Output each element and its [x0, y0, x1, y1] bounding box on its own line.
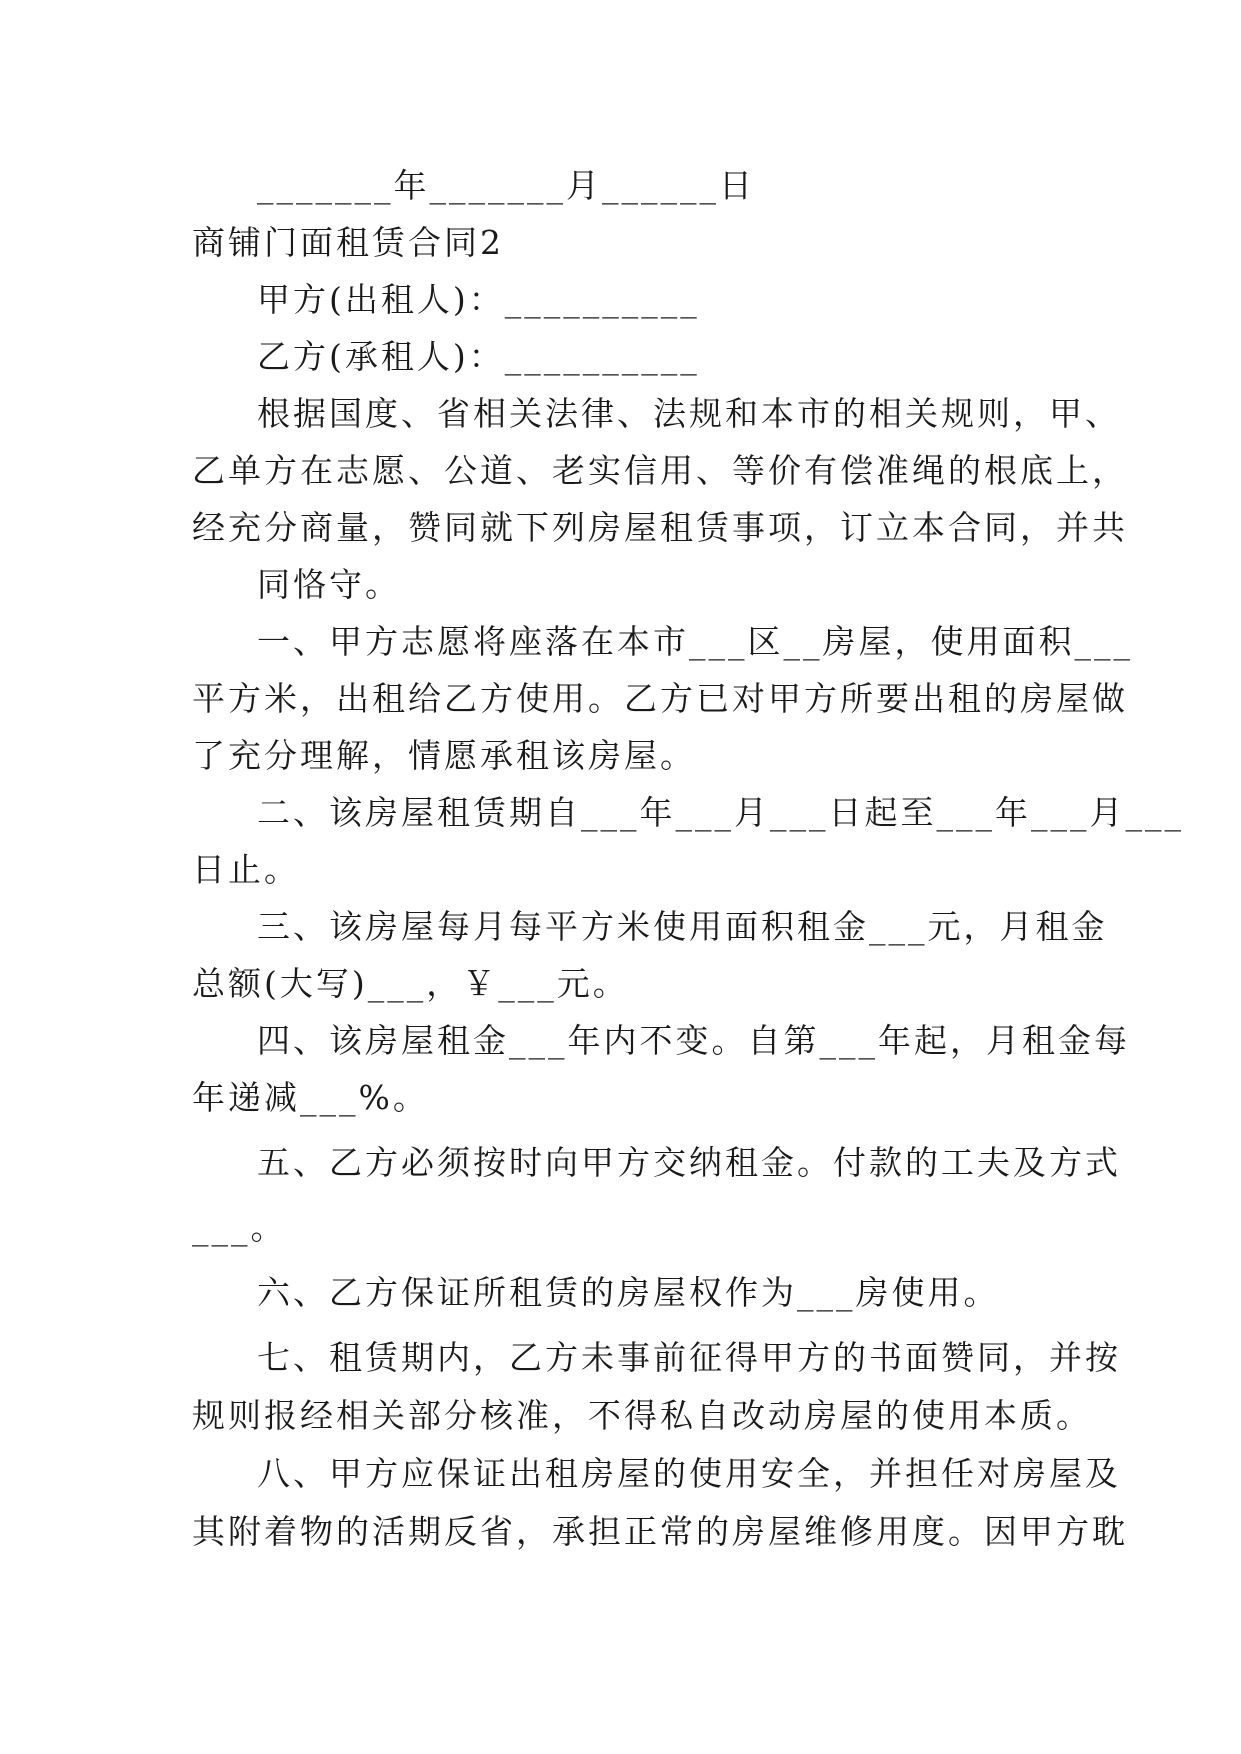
clause-1-line: 一、甲方志愿将座落在本市___区__房屋，使用面积___	[257, 622, 1133, 661]
party-a-line: 甲方(出租人)：__________	[257, 280, 700, 319]
paragraph-line: 同恪守。	[257, 565, 401, 604]
contract-title: 商铺门面租赁合同2	[192, 223, 504, 262]
clause-2-line: 日止。	[192, 850, 300, 889]
clause-6-line: 六、乙方保证所租赁的房屋权作为___房使用。	[257, 1273, 1000, 1312]
clause-4-line: 四、该房屋租金___年内不变。自第___年起，月租金每	[257, 1021, 1130, 1060]
clause-5-line: 五、乙方必须按时向甲方交纳租金。付款的工夫及方式	[257, 1143, 1121, 1182]
clause-7-line: 七、租赁期内，乙方未事前征得甲方的书面赞同，并按	[257, 1338, 1121, 1377]
clause-2-line: 二、该房屋租赁期自___年___月___日起至___年___月___	[257, 793, 1184, 832]
clause-5-line: ___。	[192, 1208, 287, 1247]
clause-3-line: 三、该房屋每月每平方米使用面积租金___元，月租金	[257, 907, 1108, 946]
paragraph-line: 经充分商量，赞同就下列房屋租赁事项，订立本合同，并共	[192, 508, 1128, 547]
paragraph-line: 根据国度、省相关法律、法规和本市的相关规则，甲、	[257, 394, 1121, 433]
clause-8-line: 八、甲方应保证出租房屋的使用安全，并担任对房屋及	[257, 1454, 1121, 1493]
paragraph-line: 乙单方在志愿、公道、老实信用、等价有偿准绳的根底上，	[192, 451, 1128, 490]
clause-8-line: 其附着物的活期反省，承担正常的房屋维修用度。因甲方耽	[192, 1512, 1128, 1551]
clause-3-line: 总额(大写)___，￥___元。	[192, 964, 629, 1003]
party-b-line: 乙方(承租人)：__________	[257, 337, 700, 376]
clause-7-line: 规则报经相关部分核准，不得私自改动房屋的使用本质。	[192, 1396, 1092, 1435]
clause-4-line: 年递减___%。	[192, 1078, 429, 1117]
clause-1-line: 平方米，出租给乙方使用。乙方已对甲方所要出租的房屋做	[192, 679, 1128, 718]
date-line: _______年_______月______日	[257, 166, 755, 205]
clause-1-line: 了充分理解，情愿承租该房屋。	[192, 736, 696, 775]
